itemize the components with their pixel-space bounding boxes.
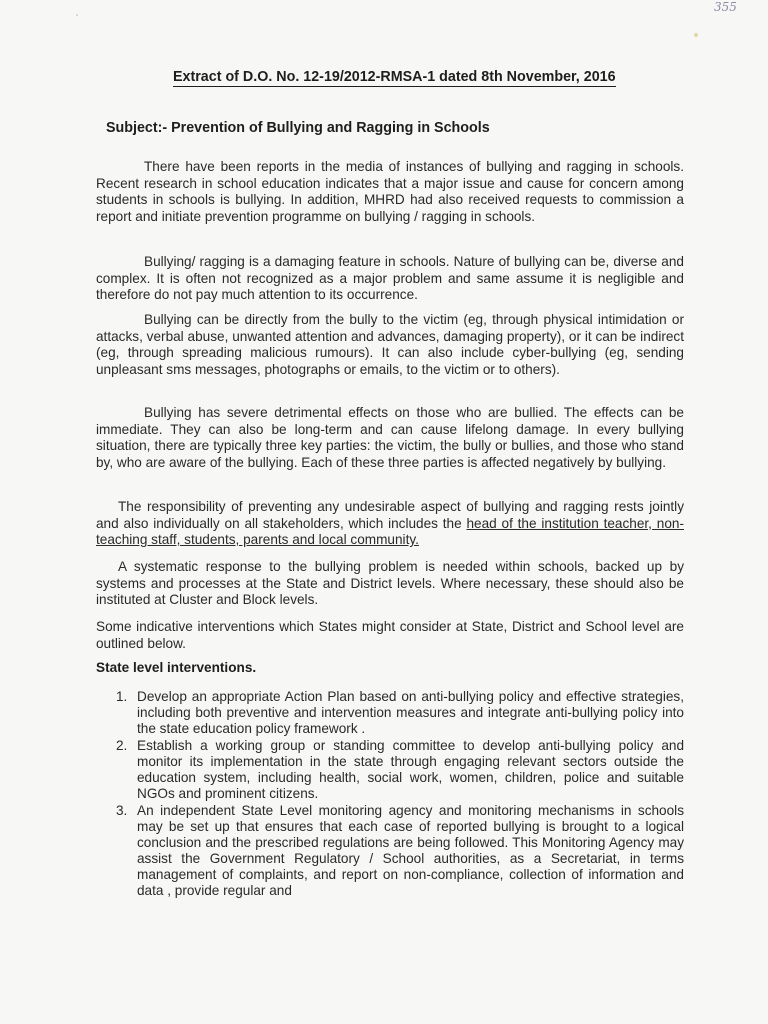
list-item-number: 3. <box>116 803 128 818</box>
paragraph-intro: There have been reports in the media of instances of bullying and ragging in schools. Recent research in school education indicates that a major issue and cause for concern among students in schools is bullying. In addition, MHRD had also received requests to commission a report and initiate prevention programme on bullying / ragging in schools. <box>96 159 684 224</box>
subject-line: Subject:- Prevention of Bullying and Ragging in Schools <box>106 120 490 136</box>
list-item <box>96 803 684 899</box>
paper-speck <box>694 33 698 37</box>
page-number: 355 <box>714 0 737 14</box>
paragraph-indicative: Some indicative interventions which States might consider at State, District and School level are outlined below. <box>96 619 684 651</box>
stakeholders-underlined: head of the institution teacher, non- teaching staff, students, parents and local community. <box>96 515 684 548</box>
list-item-text: An independent State Level monitoring agency and monitoring mechanisms in schools may be set up that ensures that each case of reported bullying is brought to a logical conclusion and the prescribed regulations are being followed. This Monitoring Agency may assist the Government Regulatory / School authorities, as a Secretariat, in terms management of complaints, and report on non-compliance, collection of information and data , provide regular and <box>137 803 684 898</box>
state-level-heading: State level interventions. <box>96 660 257 675</box>
list-item <box>96 738 684 802</box>
document-header: Extract of D.O. No. 12-19/2012-RMSA-1 dated 8th November, 2016 <box>173 69 616 85</box>
paragraph-systematic: A systematic response to the bullying problem is needed within schools, backed up by systems and processes at the State and District levels. Where necessary, these should also be instituted at Cluster and Block levels. <box>96 559 684 608</box>
state-interventions-list <box>96 689 684 899</box>
paragraph-forms: Bullying can be directly from the bully to the victim (eg, through physical intimidation or attacks, verbal abuse, unwanted attention and advances, damaging property), or it can be indirect (eg, through spreading malicious rumours). It can also include cyber-bullying (eg, sending unpleasant sms messages, photographs or emails, to the victim or to others). <box>96 312 684 377</box>
list-item-text: Establish a working group or standing committee to develop anti-bullying policy and monitor its implementation in the state through engaging relevant sectors outside the education system, including health, social work, women, children, police and suitable NGOs and prominent citizens. <box>137 738 684 801</box>
paragraph-responsibility <box>96 499 684 549</box>
paper-speck <box>76 14 78 16</box>
list-item <box>96 689 684 737</box>
responsibility-text: The responsibility of preventing any undesirable aspect of bullying and ragging rests jointly and also individually on all stakeholders, which includes the <box>96 499 684 531</box>
list-item-number: 1. <box>116 689 128 704</box>
paragraph-nature: Bullying/ ragging is a damaging feature in schools. Nature of bullying can be, diverse and complex. It is often not recognized as a major problem and same assume it is negligible and therefore do not pay much attention to its occurrence. <box>96 254 684 303</box>
list-item-number: 2. <box>116 738 128 753</box>
list-item-text: Develop an appropriate Action Plan based on anti-bullying policy and effective strategies, including both preventive and intervention measures and integrate anti-bullying policy into the state education policy framework . <box>137 689 684 736</box>
paragraph-effects: Bullying has severe detrimental effects on those who are bullied. The effects can be immediate. They can also be long-term and can cause lifelong damage. In every bullying situation, there are typically three key parties: the victim, the bully or bullies, and those who stand by, who are aware of the bullying. Each of these three parties is affected negatively by bullying. <box>96 405 684 470</box>
